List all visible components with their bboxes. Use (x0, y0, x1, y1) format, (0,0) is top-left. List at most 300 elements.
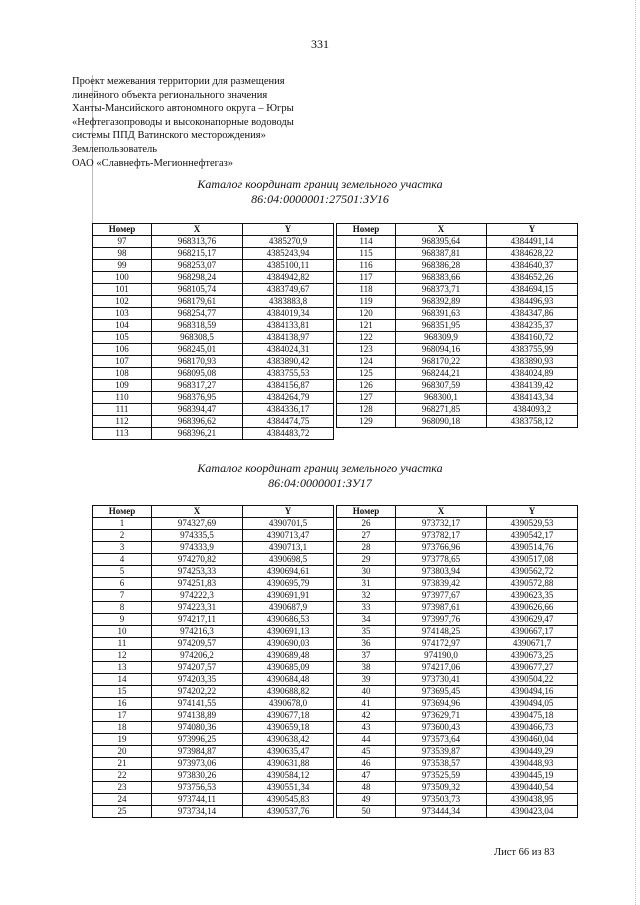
cell-num: 5 (93, 566, 152, 578)
cell-x: 973973,06 (152, 758, 243, 770)
catalog-2-title (0, 461, 640, 491)
cell-x: 974190,0 (396, 650, 487, 662)
cell-y: 4385270,9 (243, 236, 334, 248)
cell-x: 968373,71 (396, 284, 487, 296)
table-row (93, 770, 334, 782)
cell-num: 112 (93, 416, 152, 428)
cell-num: 30 (337, 566, 396, 578)
cell-num: 4 (93, 554, 152, 566)
cell-num: 39 (337, 674, 396, 686)
cell-y: 4390475,18 (487, 710, 578, 722)
table-row (93, 590, 334, 602)
cell-y: 4390584,12 (243, 770, 334, 782)
cell-x: 968307,59 (396, 380, 487, 392)
cell-x: 973997,76 (396, 614, 487, 626)
cell-num: 37 (337, 650, 396, 662)
cell-num: 129 (337, 416, 396, 428)
cell-x: 974217,11 (152, 614, 243, 626)
cell-y: 4390629,47 (487, 614, 578, 626)
cell-y: 4384019,34 (243, 308, 334, 320)
cell-num: 9 (93, 614, 152, 626)
table-row (337, 260, 578, 272)
cell-num: 102 (93, 296, 152, 308)
cell-y: 4384474,75 (243, 416, 334, 428)
cell-x: 968253,07 (152, 260, 243, 272)
cell-x: 968391,63 (396, 308, 487, 320)
table-row (93, 356, 334, 368)
cell-x: 973538,57 (396, 758, 487, 770)
cell-x: 973734,14 (152, 806, 243, 818)
cell-y: 4390688,82 (243, 686, 334, 698)
cell-y: 4384942,82 (243, 272, 334, 284)
cell-y: 4390440,54 (487, 782, 578, 794)
cell-num: 26 (337, 518, 396, 530)
cell-x: 973732,17 (396, 518, 487, 530)
cell-x: 968244,21 (396, 368, 487, 380)
cell-y: 4384264,79 (243, 392, 334, 404)
cell-y: 4383890,42 (243, 356, 334, 368)
table-row (93, 566, 334, 578)
table-row (93, 674, 334, 686)
table-row (337, 626, 578, 638)
cell-num: 48 (337, 782, 396, 794)
cell-num: 108 (93, 368, 152, 380)
header-line: линейного объекта регионального значения (72, 89, 268, 101)
cell-y: 4390690,03 (243, 638, 334, 650)
cell-num: 38 (337, 662, 396, 674)
table-row (93, 518, 334, 530)
table-row (337, 416, 578, 428)
cell-num: 126 (337, 380, 396, 392)
cell-x: 973539,87 (396, 746, 487, 758)
cell-num: 28 (337, 542, 396, 554)
cell-num: 114 (337, 236, 396, 248)
cell-y: 4390635,47 (243, 746, 334, 758)
cell-num: 35 (337, 626, 396, 638)
table-row (93, 578, 334, 590)
cell-x: 968298,24 (152, 272, 243, 284)
cell-num: 7 (93, 590, 152, 602)
table-row (337, 578, 578, 590)
column-header-y: Y (487, 506, 578, 518)
cell-num: 97 (93, 236, 152, 248)
cell-num: 118 (337, 284, 396, 296)
header-line: ОАО «Славнефть-Мегионнефтегаз» (72, 157, 234, 169)
table-row (93, 542, 334, 554)
cell-num: 99 (93, 260, 152, 272)
cell-num: 2 (93, 530, 152, 542)
cell-y: 4384336,17 (243, 404, 334, 416)
table-row (337, 686, 578, 698)
cell-x: 974253,33 (152, 566, 243, 578)
column-header-y: Y (487, 224, 578, 236)
cell-x: 973629,71 (396, 710, 487, 722)
cell-x: 968179,61 (152, 296, 243, 308)
cell-num: 13 (93, 662, 152, 674)
table-row (93, 380, 334, 392)
cell-num: 29 (337, 554, 396, 566)
table-row (93, 722, 334, 734)
cell-y: 4384133,81 (243, 320, 334, 332)
catalog-2-right-table (336, 505, 578, 818)
cell-x: 973803,94 (396, 566, 487, 578)
cell-num: 106 (93, 344, 152, 356)
table-header-row (337, 224, 578, 236)
cell-y: 4390677,27 (487, 662, 578, 674)
table-row (337, 236, 578, 248)
cell-y: 4390438,95 (487, 794, 578, 806)
cell-x: 973830,26 (152, 770, 243, 782)
cell-y: 4384347,86 (487, 308, 578, 320)
cell-y: 4390691,13 (243, 626, 334, 638)
cell-y: 4390423,04 (487, 806, 578, 818)
cell-num: 32 (337, 590, 396, 602)
table-row (93, 272, 334, 284)
cell-x: 973984,87 (152, 746, 243, 758)
header-line: Проект межевания территории для размещения (72, 76, 285, 87)
table-row (93, 368, 334, 380)
cell-y: 4390623,35 (487, 590, 578, 602)
cell-y: 4390514,76 (487, 542, 578, 554)
cell-y: 4383758,12 (487, 416, 578, 428)
table-row (93, 602, 334, 614)
column-header-num: Номер (337, 224, 396, 236)
cell-y: 4390694,61 (243, 566, 334, 578)
column-header-num: Номер (93, 506, 152, 518)
table-row (337, 530, 578, 542)
cell-y: 4385243,94 (243, 248, 334, 260)
table-row (337, 650, 578, 662)
catalog-1-left-table (92, 223, 334, 440)
cell-y: 4390667,17 (487, 626, 578, 638)
table-row (337, 392, 578, 404)
cell-x: 973996,25 (152, 734, 243, 746)
cell-x: 968387,81 (396, 248, 487, 260)
cell-num: 11 (93, 638, 152, 650)
cell-x: 974209,57 (152, 638, 243, 650)
cell-x: 974335,5 (152, 530, 243, 542)
table-row (337, 758, 578, 770)
cell-x: 974217,06 (396, 662, 487, 674)
cell-x: 974251,83 (152, 578, 243, 590)
cell-x: 974207,57 (152, 662, 243, 674)
table-row (337, 638, 578, 650)
header-line: Землепользователь (72, 143, 158, 155)
cell-y: 4390626,66 (487, 602, 578, 614)
cell-y: 4390631,88 (243, 758, 334, 770)
cell-num: 100 (93, 272, 152, 284)
cell-y: 4390460,04 (487, 734, 578, 746)
cell-y: 4384024,31 (243, 344, 334, 356)
cell-x: 973839,42 (396, 578, 487, 590)
cell-x: 973744,11 (152, 794, 243, 806)
table-row (93, 662, 334, 674)
cell-x: 968170,93 (152, 356, 243, 368)
cell-x: 973509,32 (396, 782, 487, 794)
cell-y: 4384652,26 (487, 272, 578, 284)
cell-y: 4390466,73 (487, 722, 578, 734)
table-row (93, 758, 334, 770)
cell-num: 43 (337, 722, 396, 734)
table-row (93, 296, 334, 308)
cell-num: 6 (93, 578, 152, 590)
cell-x: 974141,55 (152, 698, 243, 710)
cell-x: 974202,22 (152, 686, 243, 698)
catalog-1-title-line1: Каталог координат границ земельного участка (197, 177, 443, 191)
cell-num: 27 (337, 530, 396, 542)
table-row (337, 590, 578, 602)
cell-x: 973987,61 (396, 602, 487, 614)
cell-num: 24 (93, 794, 152, 806)
cell-y: 4384024,89 (487, 368, 578, 380)
table-row (337, 662, 578, 674)
cell-num: 98 (93, 248, 152, 260)
cell-x: 974148,25 (396, 626, 487, 638)
table-row (93, 392, 334, 404)
table-row (93, 746, 334, 758)
cell-x: 968376,95 (152, 392, 243, 404)
cell-y: 4384235,37 (487, 320, 578, 332)
cell-x: 968386,28 (396, 260, 487, 272)
cell-x: 973695,45 (396, 686, 487, 698)
cell-x: 974138,89 (152, 710, 243, 722)
table-row (337, 404, 578, 416)
cell-x: 968317,27 (152, 380, 243, 392)
cell-num: 104 (93, 320, 152, 332)
cell-y: 4390551,34 (243, 782, 334, 794)
column-header-num: Номер (337, 506, 396, 518)
cell-x: 973525,59 (396, 770, 487, 782)
cell-num: 33 (337, 602, 396, 614)
cell-y: 4390448,93 (487, 758, 578, 770)
table-row (93, 530, 334, 542)
table-header-row (93, 506, 334, 518)
cell-x: 974222,3 (152, 590, 243, 602)
cell-num: 110 (93, 392, 152, 404)
document-header (72, 75, 294, 170)
cell-num: 44 (337, 734, 396, 746)
cell-y: 4390494,05 (487, 698, 578, 710)
cell-num: 23 (93, 782, 152, 794)
cell-x: 973503,73 (396, 794, 487, 806)
header-line: системы ППД Ватинского месторождения» (72, 130, 266, 142)
column-header-y: Y (243, 506, 334, 518)
catalog-1-cadastral-number: 86:04:0000001:27501:ЗУ16 (251, 192, 389, 206)
cell-num: 46 (337, 758, 396, 770)
cell-y: 4384139,42 (487, 380, 578, 392)
cell-num: 107 (93, 356, 152, 368)
cell-x: 968309,9 (396, 332, 487, 344)
column-header-x: X (152, 506, 243, 518)
cell-num: 21 (93, 758, 152, 770)
catalog-1-right-table (336, 223, 578, 428)
cell-num: 49 (337, 794, 396, 806)
cell-x: 974327,69 (152, 518, 243, 530)
cell-x: 973782,17 (396, 530, 487, 542)
cell-x: 968090,18 (396, 416, 487, 428)
cell-x: 968245,01 (152, 344, 243, 356)
cell-num: 117 (337, 272, 396, 284)
header-line: «Нефтегазопроводы и высоконапорные водоводы (72, 116, 294, 128)
table-row (93, 428, 334, 440)
cell-y: 4390572,88 (487, 578, 578, 590)
cell-x: 974080,36 (152, 722, 243, 734)
cell-x: 973766,96 (396, 542, 487, 554)
cell-y: 4390529,53 (487, 518, 578, 530)
cell-num: 125 (337, 368, 396, 380)
cell-x: 968095,08 (152, 368, 243, 380)
cell-x: 973694,96 (396, 698, 487, 710)
cell-y: 4385100,11 (243, 260, 334, 272)
cell-x: 973977,67 (396, 590, 487, 602)
cell-y: 4383755,53 (243, 368, 334, 380)
cell-y: 4390677,18 (243, 710, 334, 722)
cell-y: 4390671,7 (487, 638, 578, 650)
cell-num: 12 (93, 650, 152, 662)
cell-x: 974216,3 (152, 626, 243, 638)
cell-y: 4390691,91 (243, 590, 334, 602)
cell-y: 4390504,22 (487, 674, 578, 686)
table-row (93, 248, 334, 260)
table-row (93, 404, 334, 416)
table-row (337, 380, 578, 392)
table-row (337, 806, 578, 818)
table-row (93, 284, 334, 296)
cell-y: 4390638,42 (243, 734, 334, 746)
cell-x: 974333,9 (152, 542, 243, 554)
table-row (93, 554, 334, 566)
cell-num: 10 (93, 626, 152, 638)
table-row (93, 686, 334, 698)
cell-y: 4390713,1 (243, 542, 334, 554)
catalog-1-title (0, 177, 640, 207)
table-row (93, 626, 334, 638)
cell-y: 4384093,2 (487, 404, 578, 416)
table-row (93, 308, 334, 320)
cell-x: 968308,5 (152, 332, 243, 344)
cell-x: 974206,2 (152, 650, 243, 662)
table-row (337, 566, 578, 578)
cell-x: 968271,85 (396, 404, 487, 416)
cell-y: 4390685,09 (243, 662, 334, 674)
cell-num: 111 (93, 404, 152, 416)
table-row (337, 794, 578, 806)
table-row (93, 260, 334, 272)
cell-x: 968351,95 (396, 320, 487, 332)
cell-x: 968396,62 (152, 416, 243, 428)
cell-x: 973778,65 (396, 554, 487, 566)
sheet-counter: Лист 66 из 83 (494, 847, 555, 858)
table-row (93, 698, 334, 710)
cell-y: 4390687,9 (243, 602, 334, 614)
cell-num: 128 (337, 404, 396, 416)
cell-num: 16 (93, 698, 152, 710)
cell-num: 22 (93, 770, 152, 782)
table-row (337, 542, 578, 554)
cell-num: 40 (337, 686, 396, 698)
cell-x: 974203,35 (152, 674, 243, 686)
table-row (93, 638, 334, 650)
cell-num: 116 (337, 260, 396, 272)
cell-num: 14 (93, 674, 152, 686)
table-row (337, 614, 578, 626)
cell-y: 4390684,48 (243, 674, 334, 686)
table-row (337, 332, 578, 344)
column-header-num: Номер (93, 224, 152, 236)
cell-num: 105 (93, 332, 152, 344)
cell-y: 4390545,83 (243, 794, 334, 806)
cell-num: 31 (337, 578, 396, 590)
header-line: Ханты-Мансийского автономного округа – Югры (72, 103, 294, 115)
cell-num: 1 (93, 518, 152, 530)
cell-x: 973444,34 (396, 806, 487, 818)
table-row (93, 806, 334, 818)
cell-x: 968394,47 (152, 404, 243, 416)
cell-num: 109 (93, 380, 152, 392)
table-row (337, 356, 578, 368)
cell-y: 4390537,76 (243, 806, 334, 818)
cell-num: 8 (93, 602, 152, 614)
table-row (337, 248, 578, 260)
table-row (337, 320, 578, 332)
cell-num: 15 (93, 686, 152, 698)
table-row (337, 344, 578, 356)
catalog-2-title-line1: Каталог координат границ земельного участка (197, 461, 443, 475)
table-row (337, 554, 578, 566)
cell-y: 4384156,87 (243, 380, 334, 392)
cell-y: 4390517,08 (487, 554, 578, 566)
cell-num: 17 (93, 710, 152, 722)
cell-num: 113 (93, 428, 152, 440)
cell-y: 4384160,72 (487, 332, 578, 344)
cell-x: 973600,43 (396, 722, 487, 734)
table-row (93, 710, 334, 722)
cell-y: 4390659,18 (243, 722, 334, 734)
cell-x: 968396,21 (152, 428, 243, 440)
cell-y: 4390698,5 (243, 554, 334, 566)
cell-y: 4384640,37 (487, 260, 578, 272)
cell-x: 973756,53 (152, 782, 243, 794)
table-row (337, 710, 578, 722)
column-header-y: Y (243, 224, 334, 236)
cell-num: 3 (93, 542, 152, 554)
cell-x: 968094,16 (396, 344, 487, 356)
cell-y: 4390689,48 (243, 650, 334, 662)
cell-num: 45 (337, 746, 396, 758)
table-row (337, 782, 578, 794)
table-row (337, 518, 578, 530)
table-row (337, 296, 578, 308)
table-row (337, 368, 578, 380)
table-row (337, 308, 578, 320)
cell-num: 127 (337, 392, 396, 404)
cell-x: 968170,22 (396, 356, 487, 368)
cell-y: 4383883,8 (243, 296, 334, 308)
scan-edge-artifact (634, 0, 636, 905)
cell-y: 4390713,47 (243, 530, 334, 542)
table-row (337, 284, 578, 296)
cell-x: 974270,82 (152, 554, 243, 566)
cell-x: 968254,77 (152, 308, 243, 320)
table-row (93, 734, 334, 746)
cell-num: 115 (337, 248, 396, 260)
cell-y: 4390701,5 (243, 518, 334, 530)
table-row (337, 602, 578, 614)
cell-num: 103 (93, 308, 152, 320)
table-row (337, 734, 578, 746)
page-number: 331 (311, 37, 329, 51)
cell-y: 4384694,15 (487, 284, 578, 296)
